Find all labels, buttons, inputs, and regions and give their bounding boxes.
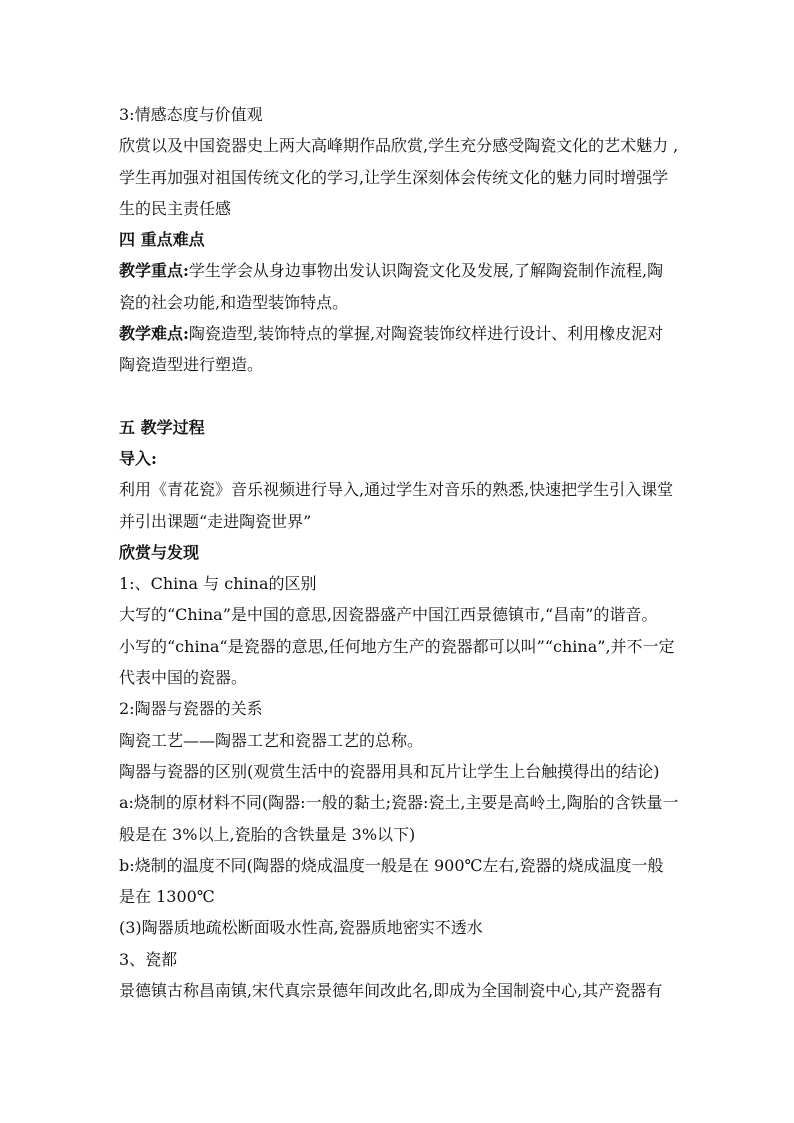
item2-paragraph-1: 陶瓷工艺——陶器工艺和瓷器工艺的总称。 xyxy=(119,730,424,750)
appreciation-label: 欣赏与发现 xyxy=(119,542,200,562)
key-points-paragraph xyxy=(119,255,679,318)
item1-title: 1:、China 与 china的区别 xyxy=(119,574,317,594)
section3-body: 欣赏以及中国瓷器史上两大高峰期作品欣赏,学生充分感受陶瓷文化的艺术魅力 ,学生再加强对祖国传统文化的学习,让学生深刻体会传统文化的魅力同时增强学生的民主责任感 xyxy=(119,136,679,218)
difficulty-text: 陶瓷造型,装饰特点的掌握,对陶瓷装饰纹样进行设计、利用橡皮泥对陶瓷造型进行塑造。 xyxy=(119,324,664,375)
difficulty-label: 教学难点: xyxy=(119,324,189,344)
item2-paragraph-2: 陶器与瓷器的区别(观赏生活中的瓷器用具和瓦片让学生上台触摸得出的结论) xyxy=(119,761,660,781)
item2-point-c: (3)陶器质地疏松断面吸水性高,瓷器质地密实不透水 xyxy=(119,918,483,938)
section5-heading: 五 教学过程 xyxy=(119,417,205,437)
intro-text: 利用《青花瓷》音乐视频进行导入,通过学生对音乐的熟悉,快速把学生引入课堂并引出课题“走进陶瓷世界” xyxy=(119,480,674,531)
item2-title: 2:陶器与瓷器的关系 xyxy=(119,699,263,719)
item2-point-a: a:烧制的原材料不同(陶器:一般的黏土;瓷器:瓷土,主要是高岭土,陶胎的含铁量一般是在 3%以上,瓷胎的含铁量是 3%以下) xyxy=(119,793,679,844)
section3-heading: 3:情感态度与价值观 xyxy=(119,105,263,124)
item3-title: 3、瓷都 xyxy=(119,949,178,969)
section4-heading: 四 重点难点 xyxy=(119,230,205,250)
document-content xyxy=(119,99,679,1006)
difficulty-paragraph xyxy=(119,318,679,381)
item1-paragraph-1: 大写的“China”是中国的意思,因瓷器盛产中国江西景德镇市,“昌南”的谐音。 xyxy=(119,605,658,625)
item1-paragraph-2: 小写的“china“是瓷器的意思,任何地方生产的瓷器都可以叫”“china”,并不一定代表中国的瓷器。 xyxy=(119,636,675,688)
item3-paragraph-1: 景德镇古称昌南镇,宋代真宗景德年间改此名,即成为全国制瓷中心,其产瓷器有 xyxy=(119,981,663,1001)
key-points-text: 学生学会从身边事物出发认识陶瓷文化及发展,了解陶瓷制作流程,陶瓷的社会功能,和造型装饰特点。 xyxy=(119,261,664,312)
intro-label: 导入: xyxy=(119,448,157,468)
spacer xyxy=(119,381,679,412)
item2-point-b: b:烧制的温度不同(陶器的烧成温度一般是在 900℃左右,瓷器的烧成温度一般是在 1300℃ xyxy=(119,855,664,907)
key-points-label: 教学重点: xyxy=(119,261,189,281)
